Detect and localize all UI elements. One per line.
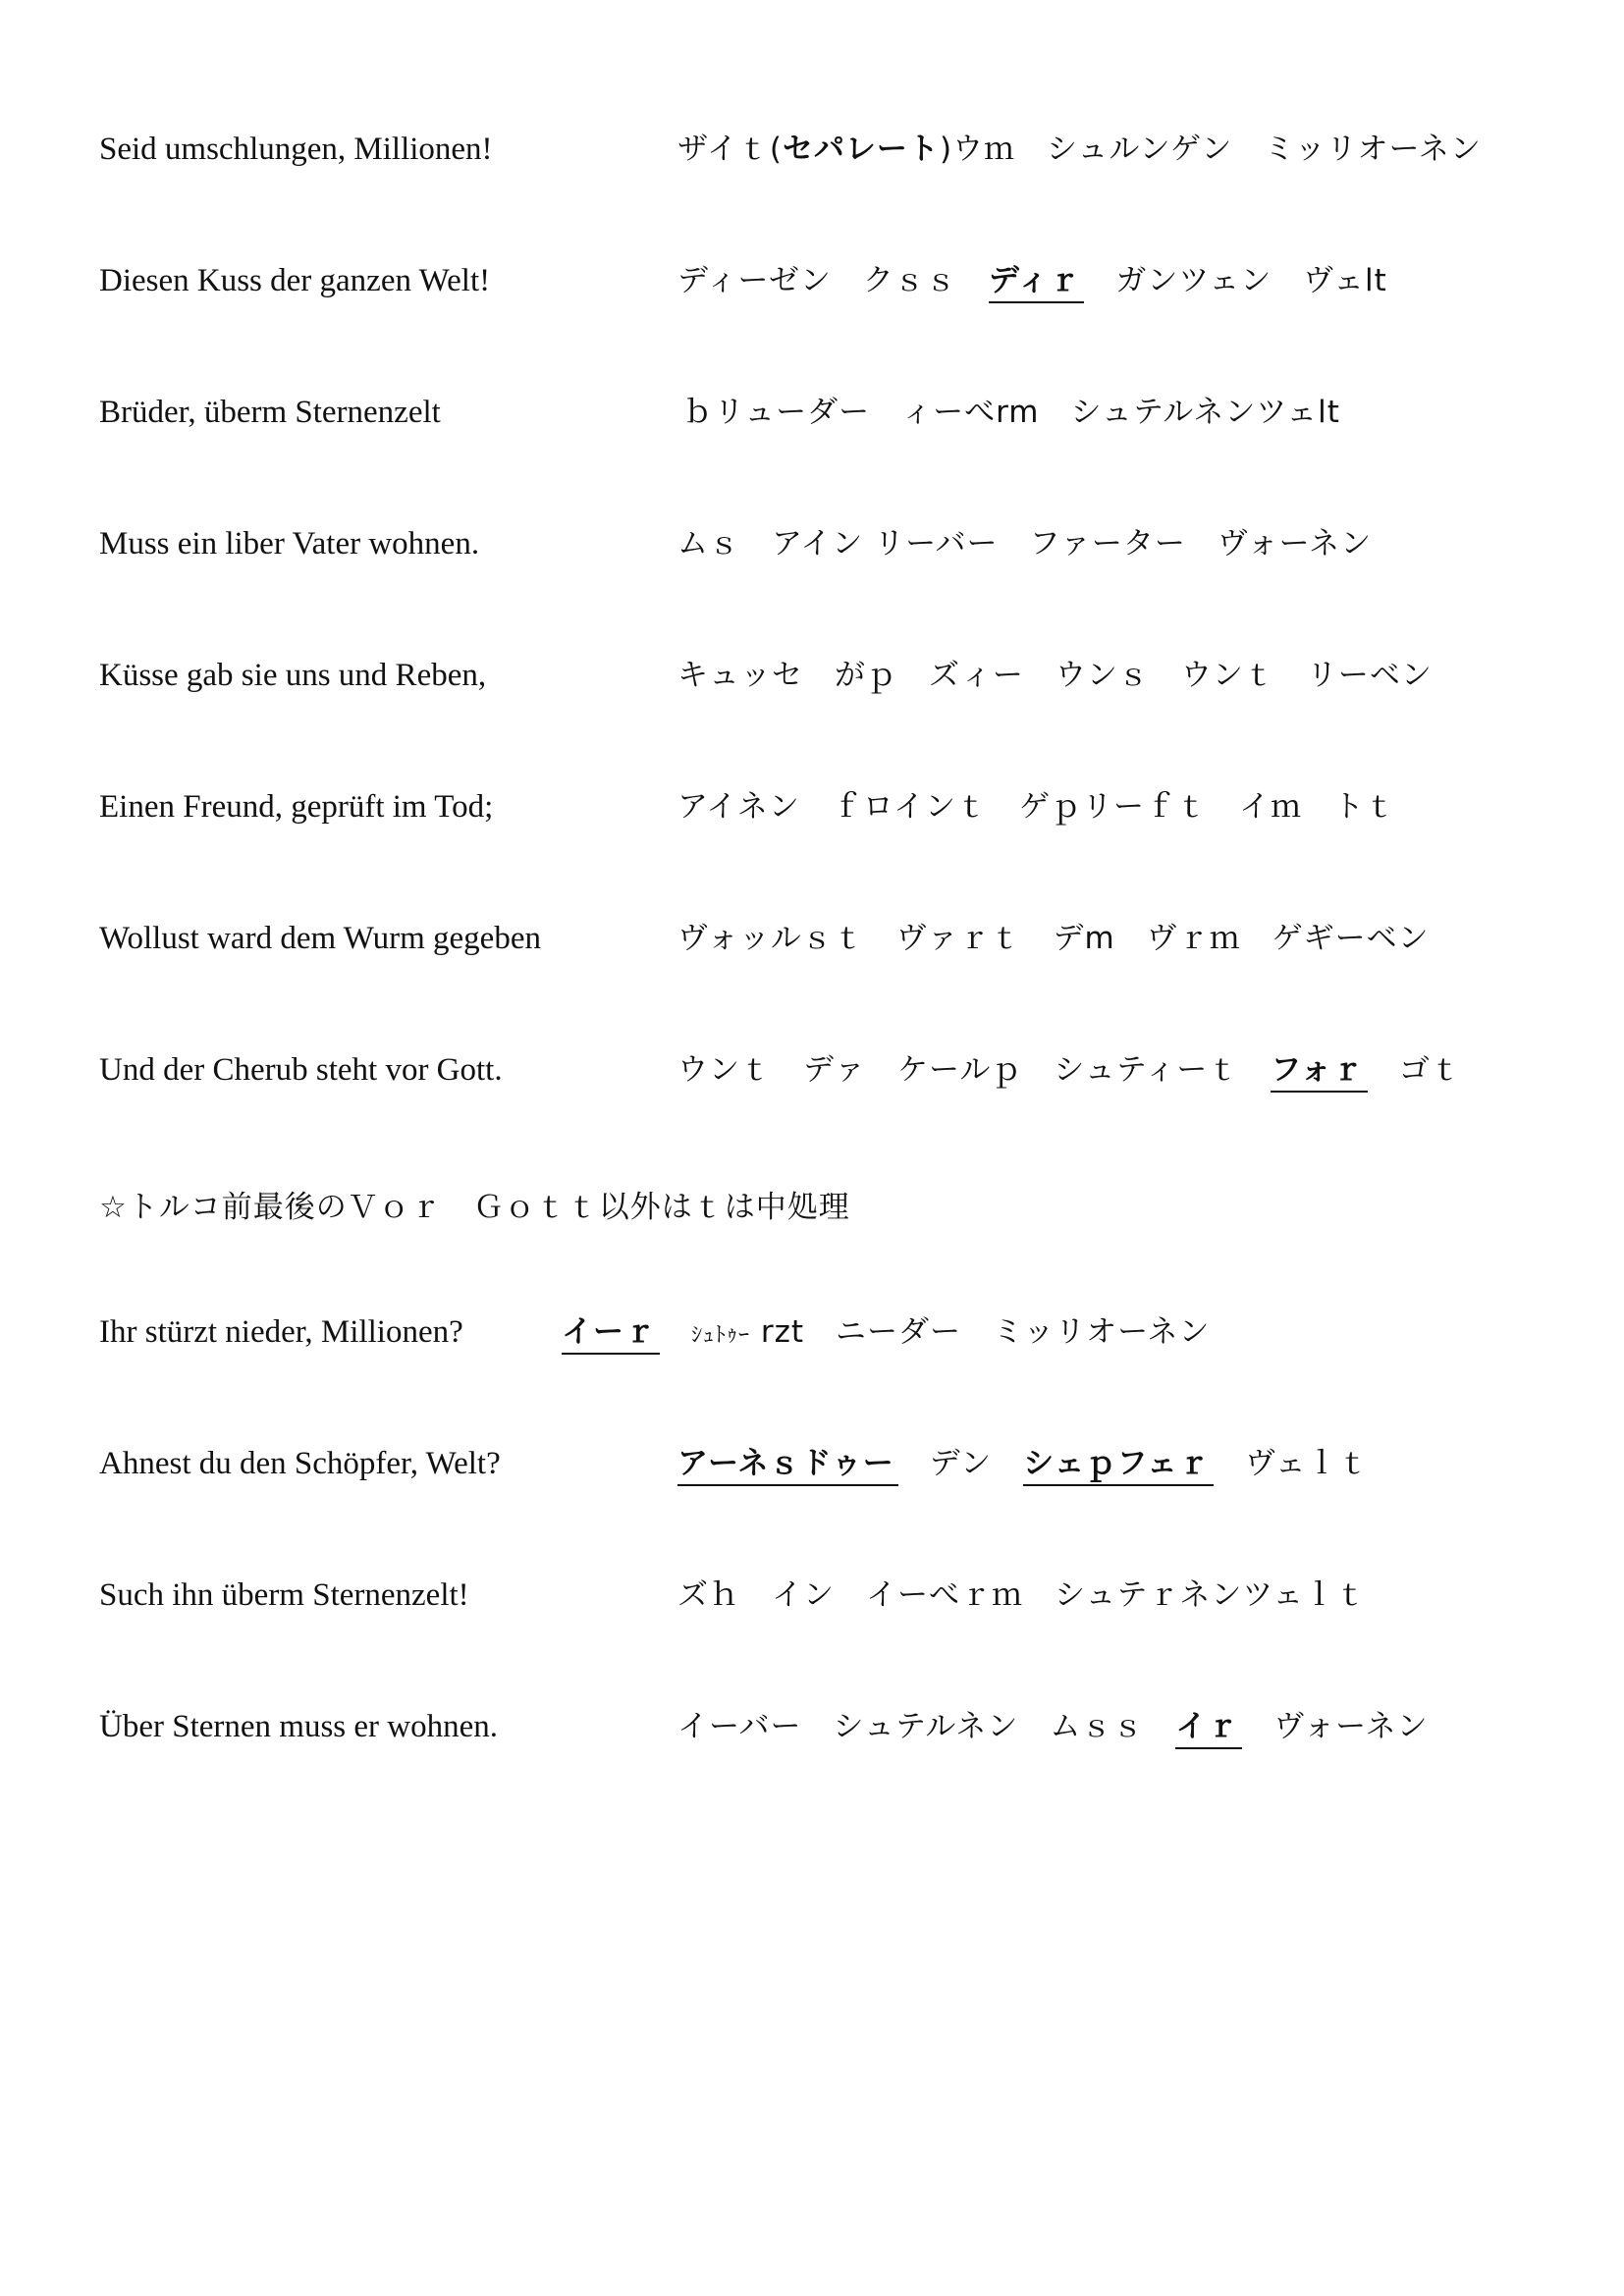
reading-segment: rzt ニーダー ミッリオーネン [750, 1314, 1211, 1350]
reading-segment: ゴｔ [1367, 1052, 1462, 1088]
lyric-line [0, 1041, 1624, 1099]
emphasized-reading: イｒ [1175, 1709, 1242, 1749]
lyric-line [0, 1697, 1624, 1756]
german-lyric: Wollust ward dem Wurm gegeben [99, 921, 541, 956]
katakana-reading [677, 1041, 1462, 1099]
german-lyric: Diesen Kuss der ganzen Welt! [99, 263, 491, 298]
reading-segment: セパレート [782, 132, 940, 167]
german-lyric: Such ihn überm Sternenzelt! [99, 1577, 469, 1613]
emphasized-reading: イーｒ [562, 1314, 660, 1355]
katakana-reading [562, 1303, 1211, 1365]
reading-segment: ウンｔ デァ ケールｐ シュティーｔ [677, 1052, 1272, 1088]
katakana-reading [677, 646, 1433, 705]
emphasized-reading: シェｐフェｒ [1023, 1446, 1214, 1486]
pronunciation-note: ☆トルコ前最後のＶｏｒ Ｇｏｔｔ以外はｔは中処理 [99, 1190, 850, 1225]
katakana-reading [677, 1697, 1429, 1756]
lyric-line [0, 251, 1624, 310]
reading-segment: イーバー シュテルネン ムｓｓ [677, 1709, 1176, 1744]
lyric-line [0, 909, 1624, 968]
lyric-line [0, 120, 1624, 179]
reading-segment: ｼｭﾄｩｰ [691, 1323, 751, 1348]
katakana-reading [677, 777, 1396, 836]
lyric-line [0, 646, 1624, 705]
reading-segment: ムｓ アイン リーバー ファーター ヴォーネン [677, 526, 1373, 561]
german-lyric: Ahnest du den Schöpfer, Welt? [99, 1446, 501, 1481]
katakana-reading [677, 1434, 1370, 1493]
german-lyric: Küsse gab sie uns und Reben, [99, 658, 487, 693]
katakana-reading [682, 383, 1340, 442]
katakana-reading [677, 120, 1482, 179]
reading-segment: ｂリューダー ィーべrm シュテルネンツェlt [682, 395, 1340, 430]
reading-segment: ザイｔ( [677, 132, 783, 167]
german-lyric: Muss ein liber Vater wohnen. [99, 526, 480, 561]
reading-segment: ヴォッルｓｔ ヴァｒｔ デm ヴｒｍ ゲギーベン [677, 921, 1430, 956]
reading-segment: アイネン ｆロインｔ ゲｐリーｆｔ イｍ トｔ [677, 789, 1396, 825]
lyric-line [0, 1566, 1624, 1625]
lyric-line [0, 514, 1624, 573]
reading-segment: ガンツェン ヴェlt [1084, 263, 1387, 298]
reading-segment: キュッセ がｐ ズィー ウンｓ ウンｔ リーベン [677, 658, 1433, 693]
katakana-reading [677, 909, 1430, 968]
emphasized-reading: フォｒ [1271, 1052, 1367, 1093]
lyric-line [0, 1303, 1624, 1362]
reading-segment: ディーゼン クｓｓ [677, 263, 989, 298]
lyric-line [0, 777, 1624, 836]
german-lyric: Und der Cherub steht vor Gott. [99, 1052, 503, 1088]
katakana-reading [677, 514, 1372, 573]
emphasized-reading: アーネｓドゥー [677, 1446, 898, 1486]
german-lyric: Seid umschlungen, Millionen! [99, 132, 493, 167]
german-lyric: Ihr stürzt nieder, Millionen? [99, 1314, 463, 1350]
lyric-line [0, 383, 1624, 442]
german-lyric: Brüder, überm Sternenzelt [99, 395, 441, 430]
reading-segment: )ウｍ シュルンゲン ミッリオーネン [939, 132, 1482, 167]
reading-segment [660, 1314, 691, 1350]
reading-segment: デン [897, 1446, 1024, 1481]
german-lyric: Einen Freund, geprüft im Tod; [99, 789, 494, 825]
emphasized-reading: ディｒ [989, 263, 1085, 303]
reading-segment: ズｈ イン イーべｒｍ シュテｒネンツェｌｔ [677, 1577, 1368, 1613]
katakana-reading [677, 251, 1387, 310]
german-lyric: Über Sternen muss er wohnen. [99, 1709, 498, 1744]
reading-segment: ヴォーネン [1242, 1709, 1429, 1744]
reading-segment: ヴェｌｔ [1213, 1446, 1370, 1481]
katakana-reading [677, 1566, 1367, 1625]
lyric-line [0, 1434, 1624, 1493]
